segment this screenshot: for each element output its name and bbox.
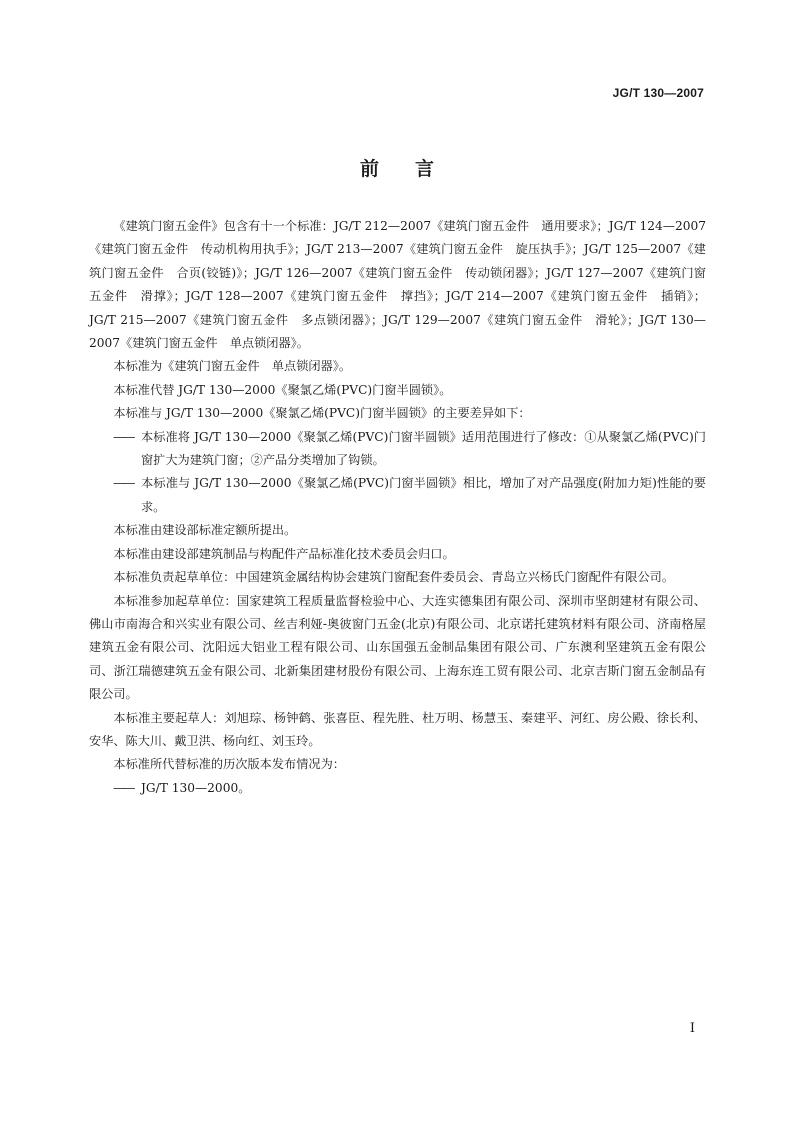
difference-item-1	[89, 426, 706, 473]
dash-marker: ——	[113, 429, 134, 444]
committee-paragraph: 本标准由建设部建筑制品与构配件产品标准化技术委员会归口。	[113, 546, 455, 561]
drafting-unit-paragraph: 本标准负责起草单位：中国建筑金属结构协会建筑门窗配套件委员会、青岛立兴杨氏门窗配件有限公司。	[113, 570, 675, 585]
difference-item-2	[89, 472, 706, 519]
drafters-paragraph: 本标准主要起草人：刘旭琮、杨钟鹤、张喜臣、程先胜、杜万明、杨慧玉、秦建平、河红、房公殿、徐长利、安华、陈大川、戴卫洪、杨向红、刘玉玲。	[89, 710, 706, 748]
replaces-paragraph: 本标准代替 JG/T 130—2000《聚氯乙烯(PVC)门窗半圆锁》。	[113, 382, 452, 397]
participating-units-paragraph: 本标准参加起草单位：国家建筑工程质量监督检验中心、大连实德集团有限公司、深圳市坚朗建材有限公司、佛山市南海合和兴实业有限公司、丝吉利娅-奥彼窗门五金(北京)有限公司、北京诺托建筑材料有限公司、济南格屋建筑五金有限公司、沈阳远大铝业工程有限公司、山东国强五金制品集团有限公司、广东澳利坚建筑五金有限公司、浙江瑞德建筑五金有限公司、北新集团建材股份有限公司、上海东连工贸有限公司、北京吉斯门窗五金制品有限公司。	[89, 593, 706, 702]
history-item-text: JG/T 130—2000。	[141, 780, 251, 795]
scope-paragraph: 本标准为《建筑门窗五金件 单点锁闭器》。	[113, 359, 352, 374]
dash-marker: ——	[113, 476, 134, 491]
standards-list-paragraph: 《建筑门窗五金件》包含有十一个标准：JG/T 212—2007《建筑门窗五金件 通用要求》；JG/T 124—2007《建筑门窗五金件 传动机构用执手》；JG/T 213—2007《建筑门窗五金件 旋压执手》；JG/T 125—2007《建筑门窗五金件 合页(铰链)》；JG/T 126—2007《建筑门窗五金件 传动锁闭器》；JG/T 127—2007《建筑门窗五金件 滑撑》；JG/T 128—2007《建筑门窗五金件 撑挡》；JG/T 214—2007《建筑门窗五金件 插销》；JG/T 215—2007《建筑门窗五金件 多点锁闭器》；JG/T 129—2007《建筑门窗五金件 滑轮》；JG/T 130—2007《建筑门窗五金件 单点锁闭器》。	[89, 219, 706, 351]
difference-item-text: 本标准将 JG/T 130—2000《聚氯乙烯(PVC)门窗半圆锁》适用范围进行了修改：①从聚氯乙烯(PVC)门窗扩大为建筑门窗；②产品分类增加了钩锁。	[141, 429, 706, 468]
difference-item-text: 本标准与 JG/T 130—2000《聚氯乙烯(PVC)门窗半圆锁》相比，增加了对产品强度(附加力矩)性能的要求。	[141, 476, 706, 514]
proposer-paragraph: 本标准由建设部标准定额所提出。	[113, 523, 297, 538]
history-intro-paragraph: 本标准所代替标准的历次版本发布情况为：	[113, 757, 345, 772]
foreword-body	[89, 215, 706, 800]
history-item	[89, 777, 706, 800]
differences-intro-paragraph: 本标准与 JG/T 130—2000《聚氯乙烯(PVC)门窗半圆锁》的主要差异如下：	[113, 406, 531, 421]
standard-code: JG/T 130—2007	[612, 86, 704, 100]
page-number: I	[689, 1021, 695, 1036]
dash-marker: ——	[113, 780, 134, 795]
page-title: 前言	[359, 158, 470, 180]
